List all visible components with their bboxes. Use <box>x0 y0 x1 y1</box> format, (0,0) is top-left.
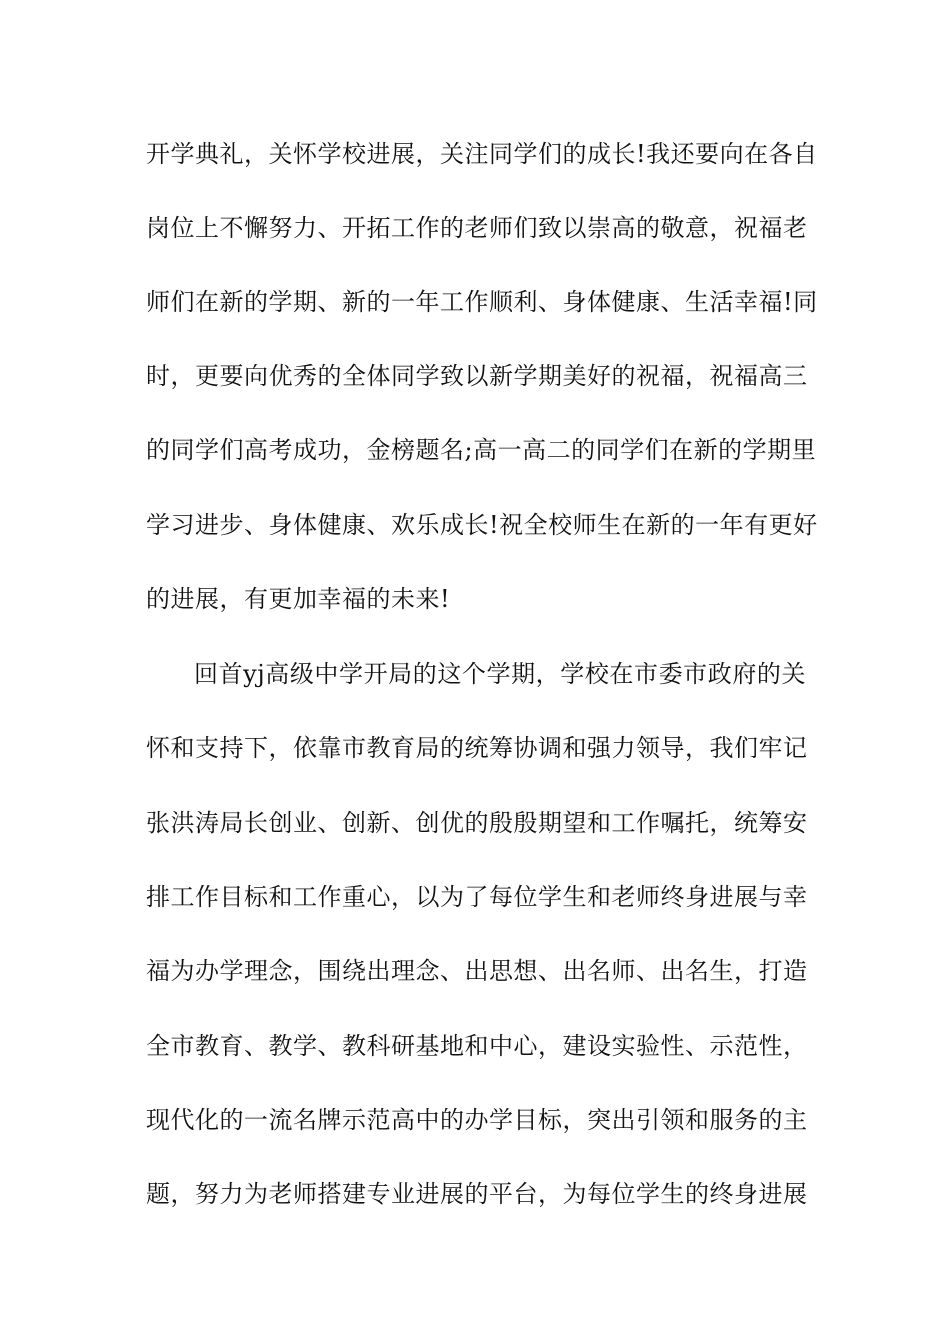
paragraph-line: 开学典礼，关怀学校进展，关注同学们的成长!我还要向在各自 <box>146 140 818 168</box>
paragraph-line: 岗位上不懈努力、开拓工作的老师们致以崇高的敬意，祝福老 <box>146 214 808 242</box>
paragraph-line: 回首yj高级中学开局的这个学期，学校在市委市政府的关 <box>194 660 806 688</box>
paragraph-line: 题，努力为老师搭建专业进展的平台，为每位学生的终身进展 <box>146 1180 808 1208</box>
paragraph-line: 学习进步、身体健康、欢乐成长!祝全校师生在新的一年有更好 <box>146 511 818 539</box>
paragraph-line: 福为办学理念，围绕出理念、出思想、出名师、出名生，打造 <box>146 957 808 985</box>
paragraph-line: 张洪涛局长创业、创新、创优的殷殷期望和工作嘱托，统筹安 <box>146 809 808 837</box>
paragraph-line: 怀和支持下，依靠市教育局的统筹协调和强力领导，我们牢记 <box>146 734 808 762</box>
paragraph-line: 师们在新的学期、新的一年工作顺利、身体健康、生活幸福!同 <box>146 288 818 316</box>
paragraph-line: 全市教育、教学、教科研基地和中心，建设实验性、示范性， <box>146 1032 808 1060</box>
paragraph-line: 排工作目标和工作重心，以为了每位学生和老师终身进展与幸 <box>146 883 808 911</box>
paragraph-line: 现代化的一流名牌示范高中的办学目标，突出引领和服务的主 <box>146 1106 808 1134</box>
paragraph-line: 时，更要向优秀的全体同学致以新学期美好的祝福，祝福高三 <box>146 362 808 390</box>
paragraph-line: 的同学们高考成功，金榜题名;高一高二的同学们在新的学期里 <box>146 436 817 464</box>
paragraph-line: 的进展，有更加幸福的未来! <box>146 585 451 613</box>
